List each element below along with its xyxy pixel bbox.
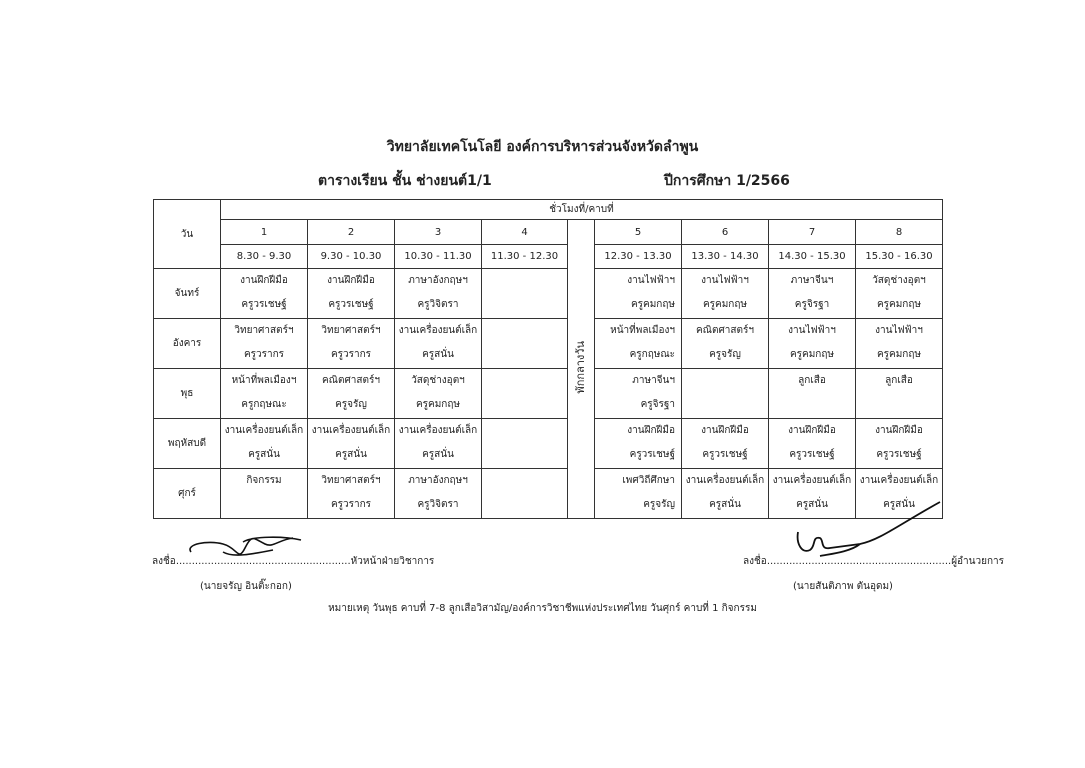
left-sign-dots: .......................................................	[175, 556, 351, 567]
cell-teacher: ครูสนั่น	[796, 499, 828, 510]
cell-teacher	[482, 443, 567, 467]
cell-teacher: ครูวรเชษฐ์	[702, 449, 748, 460]
cell-subject: งานไฟฟ้าฯ	[875, 325, 923, 336]
schedule-cell	[595, 319, 682, 369]
schedule-cell	[482, 269, 568, 319]
schedule-cell	[682, 419, 769, 469]
cell-teacher: ครูคมกฤษ	[789, 349, 835, 360]
period-time: 14.30 - 15.30	[769, 245, 856, 269]
period-time: 12.30 - 13.30	[595, 245, 682, 269]
cell-teacher: ครูคมกฤษ	[415, 399, 461, 410]
schedule-cell	[595, 369, 682, 419]
cell-teacher: ครูวรเชษฐ์	[328, 299, 374, 310]
academic-year: ปีการศึกษา 1/2566	[664, 173, 790, 189]
cell-subject	[482, 369, 567, 393]
cell-teacher: ครูคมกฤษ	[630, 299, 675, 310]
period-time: 13.30 - 14.30	[682, 245, 769, 269]
cell-teacher: ครูสนั่น	[248, 449, 280, 460]
cell-subject: งานฝึกฝีมือ	[627, 425, 675, 436]
schedule-cell	[308, 319, 395, 369]
footnote: หมายเหตุ วันพุธ คาบที่ 7-8 ลูกเสือวิสามัญ/องค์การวิชาชีพแห่งประเทศไทย วันศุกร์ คาบที่ 1 กิจกรรม	[328, 603, 757, 614]
schedule-cell	[595, 419, 682, 469]
schedule-cell	[682, 469, 769, 519]
schedule-cell	[395, 369, 482, 419]
schedule-cell	[595, 469, 682, 519]
cell-subject: งานไฟฟ้าฯ	[788, 325, 836, 336]
cell-subject: งานฝึกฝีมือ	[240, 275, 288, 286]
cell-subject: วิทยาศาสตร์ฯ	[321, 325, 381, 336]
day-name: พฤหัสบดี	[154, 419, 221, 469]
cell-teacher	[482, 293, 567, 317]
cell-subject: คณิตศาสตร์ฯ	[321, 375, 380, 386]
right-sign-prefix: ลงชื่อ	[743, 556, 767, 567]
cell-teacher: ครูคมกฤษ	[876, 299, 922, 310]
cell-subject: เพศวิถีศึกษา	[622, 475, 675, 486]
lunch-break-label: พักกลางวัน	[574, 341, 587, 394]
period-number: 4	[482, 220, 568, 245]
left-sign-title: หัวหน้าฝ่ายวิชาการ	[350, 556, 435, 567]
cell-teacher: ครูวรเชษฐ์	[876, 449, 922, 460]
schedule-cell	[221, 319, 308, 369]
table-row	[154, 269, 943, 319]
cell-teacher: ครูสนั่น	[422, 349, 454, 360]
cell-teacher: ครูสนั่น	[883, 499, 915, 510]
period-time: 10.30 - 11.30	[395, 245, 482, 269]
left-sign-prefix: ลงชื่อ	[152, 556, 176, 567]
schedule-cell	[395, 469, 482, 519]
institution-title: วิทยาลัยเทคโนโลยี องค์การบริหารส่วนจังหวัดลำพูน	[386, 139, 699, 155]
schedule-cell	[769, 269, 856, 319]
cell-teacher	[856, 393, 942, 417]
cell-teacher: ครูคมกฤษ	[876, 349, 922, 360]
cell-subject	[482, 319, 567, 343]
cell-teacher	[769, 393, 855, 417]
schedule-cell	[856, 319, 943, 369]
schedule-cell	[482, 469, 568, 519]
cell-subject: งานฝึกฝีมือ	[701, 425, 749, 436]
cell-subject	[482, 419, 567, 443]
cell-subject	[482, 469, 567, 493]
schedule-title: ตารางเรียน ชั้น ช่างยนต์1/1	[318, 173, 492, 189]
cell-teacher: ครูสนั่น	[335, 449, 367, 460]
cell-subject: วัสดุช่างอุตฯ	[411, 375, 465, 386]
cell-teacher: ครูวิจิตรา	[417, 499, 459, 510]
cell-teacher: ครูวิจิตรา	[417, 299, 459, 310]
day-name: จันทร์	[154, 269, 221, 319]
schedule-cell	[221, 269, 308, 319]
schedule-cell	[308, 469, 395, 519]
schedule-cell	[395, 319, 482, 369]
cell-teacher: ครูสนั่น	[422, 449, 454, 460]
cell-subject: งานเครื่องยนต์เล็ก	[772, 475, 852, 486]
cell-teacher: ครูคมกฤษ	[702, 299, 748, 310]
period-time: 11.30 - 12.30	[482, 245, 568, 269]
cell-teacher: ครูวรากร	[330, 349, 372, 360]
cell-teacher: ครูวรเชษฐ์	[629, 449, 675, 460]
cell-teacher: ครูจิรฐา	[794, 299, 830, 310]
cell-subject: ลูกเสือ	[885, 375, 913, 386]
schedule-cell	[682, 269, 769, 319]
day-name: ศุกร์	[154, 469, 221, 519]
cell-subject: หน้าที่พลเมืองฯ	[610, 325, 675, 336]
schedule-cell	[482, 419, 568, 469]
cell-subject: งานเครื่องยนต์เล็ก	[398, 425, 478, 436]
right-sign-dots: ..........................................................	[766, 556, 952, 567]
schedule-cell	[856, 269, 943, 319]
right-sign-name: (นายสันติภาพ ตันอุดม)	[793, 581, 893, 592]
period-number: 6	[682, 220, 769, 245]
schedule-cell	[769, 419, 856, 469]
schedule-cell	[682, 369, 769, 419]
cell-subject: งานไฟฟ้าฯ	[701, 275, 749, 286]
right-sign-line	[743, 554, 1004, 569]
period-number: 2	[308, 220, 395, 245]
schedule-cell	[595, 269, 682, 319]
table-row	[154, 319, 943, 369]
cell-subject: หน้าที่พลเมืองฯ	[231, 375, 297, 386]
cell-subject	[482, 269, 567, 293]
cell-subject: คณิตศาสตร์ฯ	[695, 325, 754, 336]
schedule-cell	[308, 269, 395, 319]
cell-subject	[682, 369, 768, 393]
cell-teacher: ครูจรัญ	[643, 499, 675, 510]
period-number: 1	[221, 220, 308, 245]
schedule-cell	[856, 369, 943, 419]
cell-subject: งานเครื่องยนต์เล็ก	[398, 325, 478, 336]
schedule-cell	[769, 319, 856, 369]
cell-subject: กิจกรรม	[246, 475, 282, 486]
cell-subject: งานเครื่องยนต์เล็ก	[685, 475, 765, 486]
period-time: 8.30 - 9.30	[221, 245, 308, 269]
left-sign-name: (นายจรัญ อินติ๊ะกอก)	[200, 581, 292, 592]
schedule-cell	[395, 419, 482, 469]
period-time: 15.30 - 16.30	[856, 245, 943, 269]
cell-subject: ลูกเสือ	[798, 375, 826, 386]
cell-subject: งานเครื่องยนต์เล็ก	[311, 425, 391, 436]
cell-teacher: ครูจิรฐา	[640, 399, 675, 410]
schedule-cell	[221, 419, 308, 469]
schedule-cell	[308, 419, 395, 469]
cell-teacher: ครูวรากร	[243, 349, 285, 360]
cell-teacher	[682, 393, 768, 417]
schedule-cell	[395, 269, 482, 319]
schedule-cell	[221, 469, 308, 519]
cell-teacher: ครูจรัญ	[709, 349, 741, 360]
cell-teacher: ครูกฤษณะ	[629, 349, 675, 360]
cell-subject: วิทยาศาสตร์ฯ	[321, 475, 381, 486]
cell-subject: วิทยาศาสตร์ฯ	[234, 325, 294, 336]
schedule-cell	[682, 319, 769, 369]
cell-subject: งานฝึกฝีมือ	[788, 425, 836, 436]
period-number: 5	[595, 220, 682, 245]
schedule-cell	[221, 369, 308, 419]
cell-subject: งานฝึกฝีมือ	[327, 275, 375, 286]
day-name: อังคาร	[154, 319, 221, 369]
cell-subject: งานฝึกฝีมือ	[875, 425, 923, 436]
cell-subject: ภาษาจีนฯ	[632, 375, 675, 386]
schedule-table	[153, 199, 943, 519]
cell-subject: งานไฟฟ้าฯ	[627, 275, 675, 286]
schedule-cell	[769, 369, 856, 419]
table-row	[154, 419, 943, 469]
cell-subject: ภาษาจีนฯ	[790, 275, 834, 286]
period-number: 7	[769, 220, 856, 245]
cell-teacher: ครูวรากร	[330, 499, 372, 510]
day-name: พุธ	[154, 369, 221, 419]
cell-subject: ภาษาอังกฤษฯ	[408, 475, 468, 486]
cell-teacher	[221, 493, 307, 517]
schedule-cell	[482, 319, 568, 369]
cell-subject: วัสดุช่างอุตฯ	[872, 275, 926, 286]
schedule-cell	[856, 419, 943, 469]
cell-subject: งานเครื่องยนต์เล็ก	[859, 475, 939, 486]
table-row	[154, 369, 943, 419]
cell-teacher: ครูจรัญ	[335, 399, 367, 410]
period-number: 3	[395, 220, 482, 245]
cell-teacher	[482, 343, 567, 367]
hours-header: ชั่วโมงที่/คาบที่	[221, 200, 943, 220]
lunch-break-column	[568, 220, 595, 519]
cell-subject: งานเครื่องยนต์เล็ก	[224, 425, 304, 436]
left-sign-line	[152, 554, 434, 569]
cell-teacher: ครูวรเชษฐ์	[241, 299, 287, 310]
cell-teacher	[482, 493, 567, 517]
cell-subject: ภาษาอังกฤษฯ	[408, 275, 468, 286]
cell-teacher: ครูวรเชษฐ์	[789, 449, 835, 460]
day-header: วัน	[154, 200, 221, 269]
cell-teacher: ครูกฤษณะ	[241, 399, 287, 410]
period-time: 9.30 - 10.30	[308, 245, 395, 269]
schedule-cell	[482, 369, 568, 419]
period-number: 8	[856, 220, 943, 245]
cell-teacher: ครูสนั่น	[709, 499, 741, 510]
cell-teacher	[482, 393, 567, 417]
schedule-cell	[308, 369, 395, 419]
right-sign-title: ผู้อำนวยการ	[951, 556, 1005, 567]
